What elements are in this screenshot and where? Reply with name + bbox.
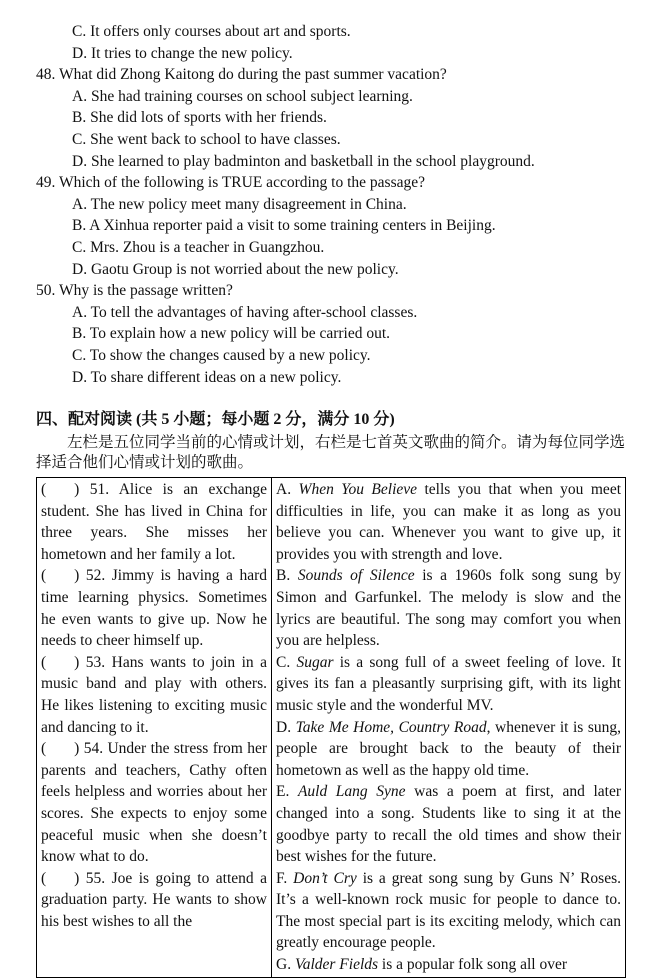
student-text: Joe is going to attend a graduation party. He wants to show his best wishes to all the <box>41 869 267 930</box>
answer-bracket: ( <box>41 869 47 887</box>
song-entry <box>276 717 621 782</box>
item-number: ) 54. <box>74 740 104 758</box>
song-title: When You Believe <box>298 481 418 498</box>
option-text: A. To tell the advantages of having after-school classes. <box>72 304 418 321</box>
option-text: A. She had training courses on school subject learning. <box>72 88 413 105</box>
song-title: Sounds of Silence <box>297 567 415 585</box>
student-entry <box>41 479 267 565</box>
question-stem: 49. Which of the following is TRUE according to the passage? <box>36 174 425 191</box>
section-title: 四、配对阅读 (共 5 小题；每小题 2 分，满分 10 分) <box>36 411 395 428</box>
student-text: Hans wants to join in a music band and play with others. He likes listening to exciting music and dancing to it. <box>41 653 268 736</box>
item-number: ) 55. <box>74 869 106 887</box>
song-description: tells you that when you meet difficulties in life, you can make it as long as you believe you can. Whenever you want to give up, it provides you with strength and love. <box>276 481 622 563</box>
item-number: ) 52. <box>74 567 106 585</box>
student-entry <box>41 652 267 738</box>
song-title: Don’t Cry <box>293 869 357 887</box>
song-title: Take Me Home, Country Road <box>295 718 487 736</box>
item-number: ) 53. <box>74 653 106 671</box>
song-title: Valder Fields <box>294 956 379 974</box>
student-entry <box>41 738 267 868</box>
option-text: C. It offers only courses about art and sports. <box>72 23 351 40</box>
songs-column <box>272 478 626 978</box>
song-description: was a poem at first, and later changed into a song. Students like to sing it at the goodbye party to recall the old times and show their best wishes for the future. <box>276 783 622 866</box>
song-letter: F. <box>276 869 288 887</box>
song-entry <box>276 781 621 867</box>
student-entry <box>41 868 267 933</box>
student-text: Under the stress from her parents and teachers, Cathy often feels helpless and worries about her scores. She expects to enjoy some peaceful music when she doesn’t know what to do. <box>41 740 267 866</box>
option-text: C. Mrs. Zhou is a teacher in Guangzhou. <box>72 239 325 256</box>
song-entry <box>276 868 621 954</box>
song-letter: D. <box>276 718 292 736</box>
song-letter: C. <box>276 653 291 671</box>
song-letter: G. <box>276 956 292 974</box>
song-description: is a song full of a sweet feeling of love. It gives its fan a pleasantly surprising gift, with its light music style and the wonderful MV. <box>276 653 622 714</box>
option-text: B. A Xinhua reporter paid a visit to some training centers in Beijing. <box>72 217 496 234</box>
student-entry <box>41 565 267 651</box>
item-number: ) 51. <box>74 481 110 498</box>
answer-bracket: ( <box>41 740 47 758</box>
option-text: C. She went back to school to have classes. <box>72 131 341 148</box>
answer-bracket: ( <box>41 481 47 498</box>
question-stem: 50. Why is the passage written? <box>36 282 233 299</box>
answer-bracket: ( <box>41 653 47 671</box>
students-column <box>37 478 272 978</box>
option-text: D. It tries to change the new policy. <box>72 45 293 62</box>
song-description: , whenever it is sung, people are brought back to the beauty of their hometown as well as the happy old time. <box>276 718 622 779</box>
student-text: Alice is an exchange student. She has lived in China for three years. She misses her hometown and her family a lot. <box>41 481 267 563</box>
song-description: is a great song sung by Guns N’ Roses. It’s a well-known rock music for people to dance to. The most special part is its exciting melody, which can greatly encourage people. <box>276 869 622 952</box>
option-text: D. Gaotu Group is not worried about the new policy. <box>72 261 399 278</box>
song-letter: A. <box>276 481 292 498</box>
option-text: D. To share different ideas on a new policy. <box>72 369 342 386</box>
song-title: Auld Lang Syne <box>297 783 406 801</box>
song-description: is a popular folk song all over <box>381 956 568 974</box>
option-text: B. To explain how a new policy will be carried out. <box>72 325 391 342</box>
song-letter: E. <box>276 783 290 801</box>
song-letter: B. <box>276 567 291 585</box>
section-intro: 左栏是五位同学当前的心情或计划，右栏是七首英文歌曲的简介。请为每位同学选择适合他们心情或计划的歌曲。 <box>36 434 626 471</box>
matching-table <box>36 477 626 978</box>
song-entry <box>276 565 621 651</box>
option-text: D. She learned to play badminton and basketball in the school playground. <box>72 153 535 170</box>
option-text: C. To show the changes caused by a new policy. <box>72 347 371 364</box>
option-text: A. The new policy meet many disagreement in China. <box>72 196 407 213</box>
song-entry <box>276 954 621 976</box>
question-stem: 48. What did Zhong Kaitong do during the past summer vacation? <box>36 66 447 83</box>
student-text: Jimmy is having a hard time learning physics. Sometimes he even wants to give up. Now he needs to cheer himself up. <box>41 567 267 650</box>
song-description: is a 1960s folk song sung by Simon and Garfunkel. The melody is slow and the lyrics are beautiful. The song may comfort you when you are helpless. <box>276 567 622 650</box>
song-title: Sugar <box>296 653 334 671</box>
option-text: B. She did lots of sports with her friends. <box>72 109 327 126</box>
answer-bracket: ( <box>41 567 47 585</box>
song-entry <box>276 479 621 565</box>
song-entry <box>276 652 621 717</box>
